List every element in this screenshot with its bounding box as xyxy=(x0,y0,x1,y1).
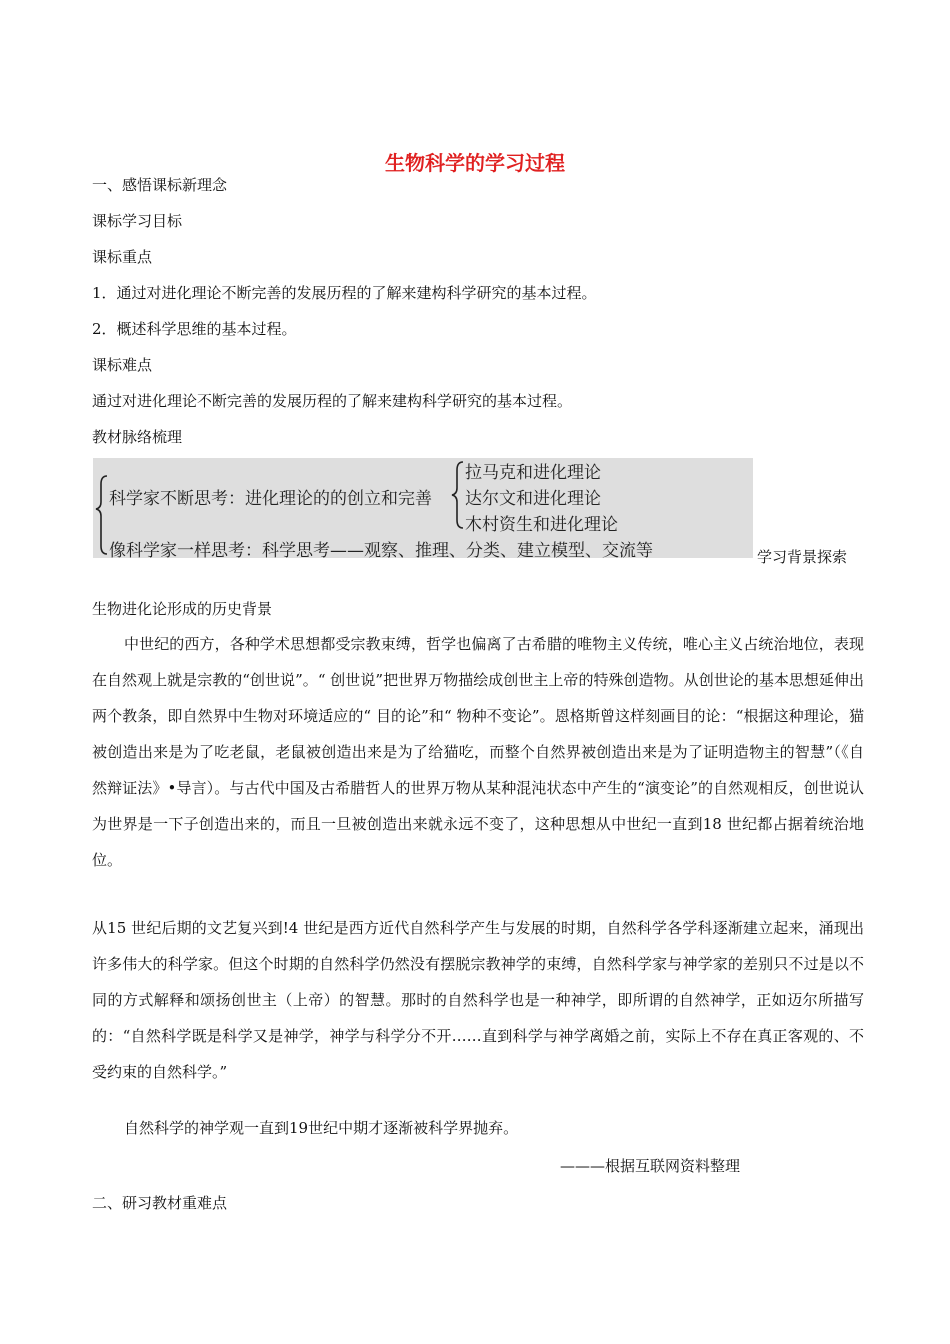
difficulty-text: 通过对进化理论不断完善的发展历程的了解来建构科学研究的基本过程。 xyxy=(92,392,573,410)
outline-sub-lamarck: 拉马克和进化理论 xyxy=(465,463,601,483)
paragraph-3: 自然科学的神学观一直到19世纪中期才逐渐被科学界抛弃。 xyxy=(124,1119,519,1137)
key-point-2: 2．概述科学思维的基本过程。 xyxy=(92,320,297,338)
background-label: 学习背景探索 xyxy=(757,548,848,566)
outline-sub-darwin: 达尔文和进化理论 xyxy=(465,489,601,509)
outline-sub-kimura: 木村资生和进化理论 xyxy=(465,515,618,535)
background-title: 生物进化论形成的历史背景 xyxy=(92,600,273,618)
key-label: 课标重点 xyxy=(92,248,153,266)
paragraph-1: 中世纪的西方，各种学术思想都受宗教束缚，哲学也偏离了古希腊的唯物主义传统，唯心主义占统治地位，表现在自然观上就是宗教的“创世说”。“ 创世说”把世界万物描绘成创世主上帝的特殊创造物。从创世论的基本思想延伸出两个教条，即自然界中生物对环境适应的“ 目的论”和“ 物种不变论”。恩格斯曾这样刻画目的论：“根据这种理论，猫被创造出来是为了吃老鼠，老鼠被创造出来是为了给猫吃，而整个自然界被创造出来是为了证明造物主的智慧”（《自然辩证法》•导言）。与古代中国及古希腊哲人的世界万物从某种混沌状态中产生的“演变论”的自然观相反，创世说认为世界是一下子创造出来的，而且一旦被创造出来就永远不变了，这种思想从中世纪一直到18 世纪都占据着统治地位。 xyxy=(92,635,864,869)
difficulty-label: 课标难点 xyxy=(92,356,153,374)
key-point-1: 1．通过对进化理论不断完善的发展历程的了解来建构科学研究的基本过程。 xyxy=(92,284,597,302)
page-title: 生物科学的学习过程 xyxy=(385,151,565,175)
source-note: ———根据互联网资料整理 xyxy=(560,1157,741,1175)
outline-branch-2: 像科学家一样思考：科学思考——观察、推理、分类、建立模型、交流等 xyxy=(109,541,653,561)
outline-branch-1: 科学家不断思考：进化理论的的创立和完善 xyxy=(109,489,432,509)
section-heading-2: 二、研习教材重难点 xyxy=(92,1194,228,1212)
section-heading-1: 一、感悟课标新理念 xyxy=(92,176,228,194)
goals-label: 课标学习目标 xyxy=(92,212,183,230)
outline-diagram xyxy=(93,458,753,561)
paragraph-2: 从15 世纪后期的文艺复兴到!4 世纪是西方近代自然科学产生与发展的时期，自然科学各学科逐渐建立起来，涌现出许多伟大的科学家。但这个时期的自然科学仍然没有摆脱宗教神学的束缚，自然科学家与神学家的差别只不过是以不同的方式解释和颂扬创世主（上帝）的智慧。那时的自然科学也是一种神学，即所谓的自然神学，正如迈尔所描写的：“自然科学既是科学又是神学，神学与科学分不开……直到科学与神学离婚之前，实际上不存在真正客观的、不受约束的自然科学。” xyxy=(92,919,864,1081)
outline-label: 教材脉络梳理 xyxy=(92,428,183,446)
